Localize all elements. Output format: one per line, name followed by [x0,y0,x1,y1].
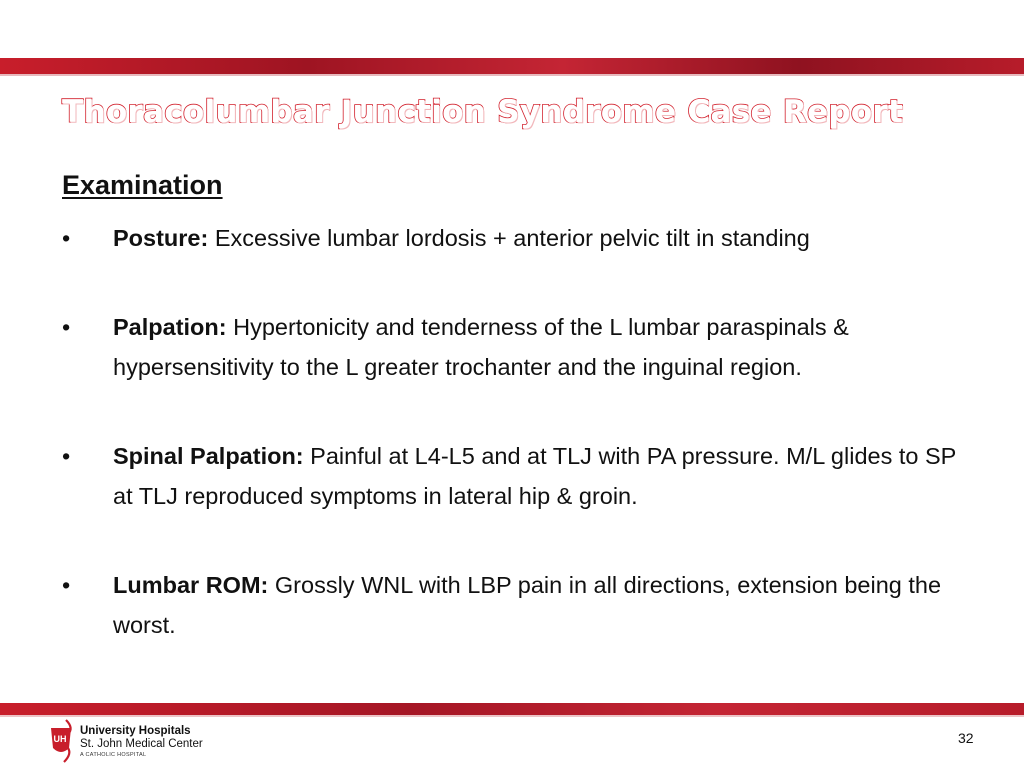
bullet-text: Grossly WNL with LBP pain in all directions, extension being the worst. [113,572,942,638]
bullet-item-lumbar-rom [62,565,972,645]
bullet-label: Palpation: [113,314,227,340]
uh-logo-icon [48,718,78,764]
bullet-marker: • [62,572,71,598]
bullet-marker: • [62,443,71,469]
bullet-label: Posture: [113,225,209,251]
slide-title: Thoracolumbar Junction Syndrome Case Report [62,94,904,130]
bullet-marker: • [62,225,71,251]
page-number: 32 [958,730,974,746]
bullet-text: Painful at L4-L5 and at TLJ with PA pressure. M/L glides to SP at TLJ reproduced symptoms in lateral hip & groin. [113,443,956,509]
section-heading: Examination [62,170,223,200]
bullet-item-posture [62,218,972,258]
bullet-text: Excessive lumbar lordosis + anterior pelvic tilt in standing [208,225,810,251]
logo-line-3: A CATHOLIC HOSPITAL [80,752,147,758]
logo-text [80,725,203,759]
logo-line-1: University Hospitals [80,725,191,737]
university-hospitals-logo [48,718,268,764]
bullet-item-palpation [62,307,972,387]
bullet-label: Lumbar ROM: [113,572,269,598]
bullet-item-spinal-palpation [62,436,972,516]
bullet-text: Hypertonicity and tenderness of the L lumbar paraspinals & hypersensitivity to the L greater trochanter and the inguinal region. [113,314,849,380]
logo-line-2: St. John Medical Center [80,738,203,750]
top-accent-bar [0,58,1024,74]
bullet-list [62,218,972,694]
logo-mark-text: UH [53,734,67,744]
bottom-accent-bar [0,703,1024,715]
bullet-label: Spinal Palpation: [113,443,304,469]
bullet-marker: • [62,314,71,340]
